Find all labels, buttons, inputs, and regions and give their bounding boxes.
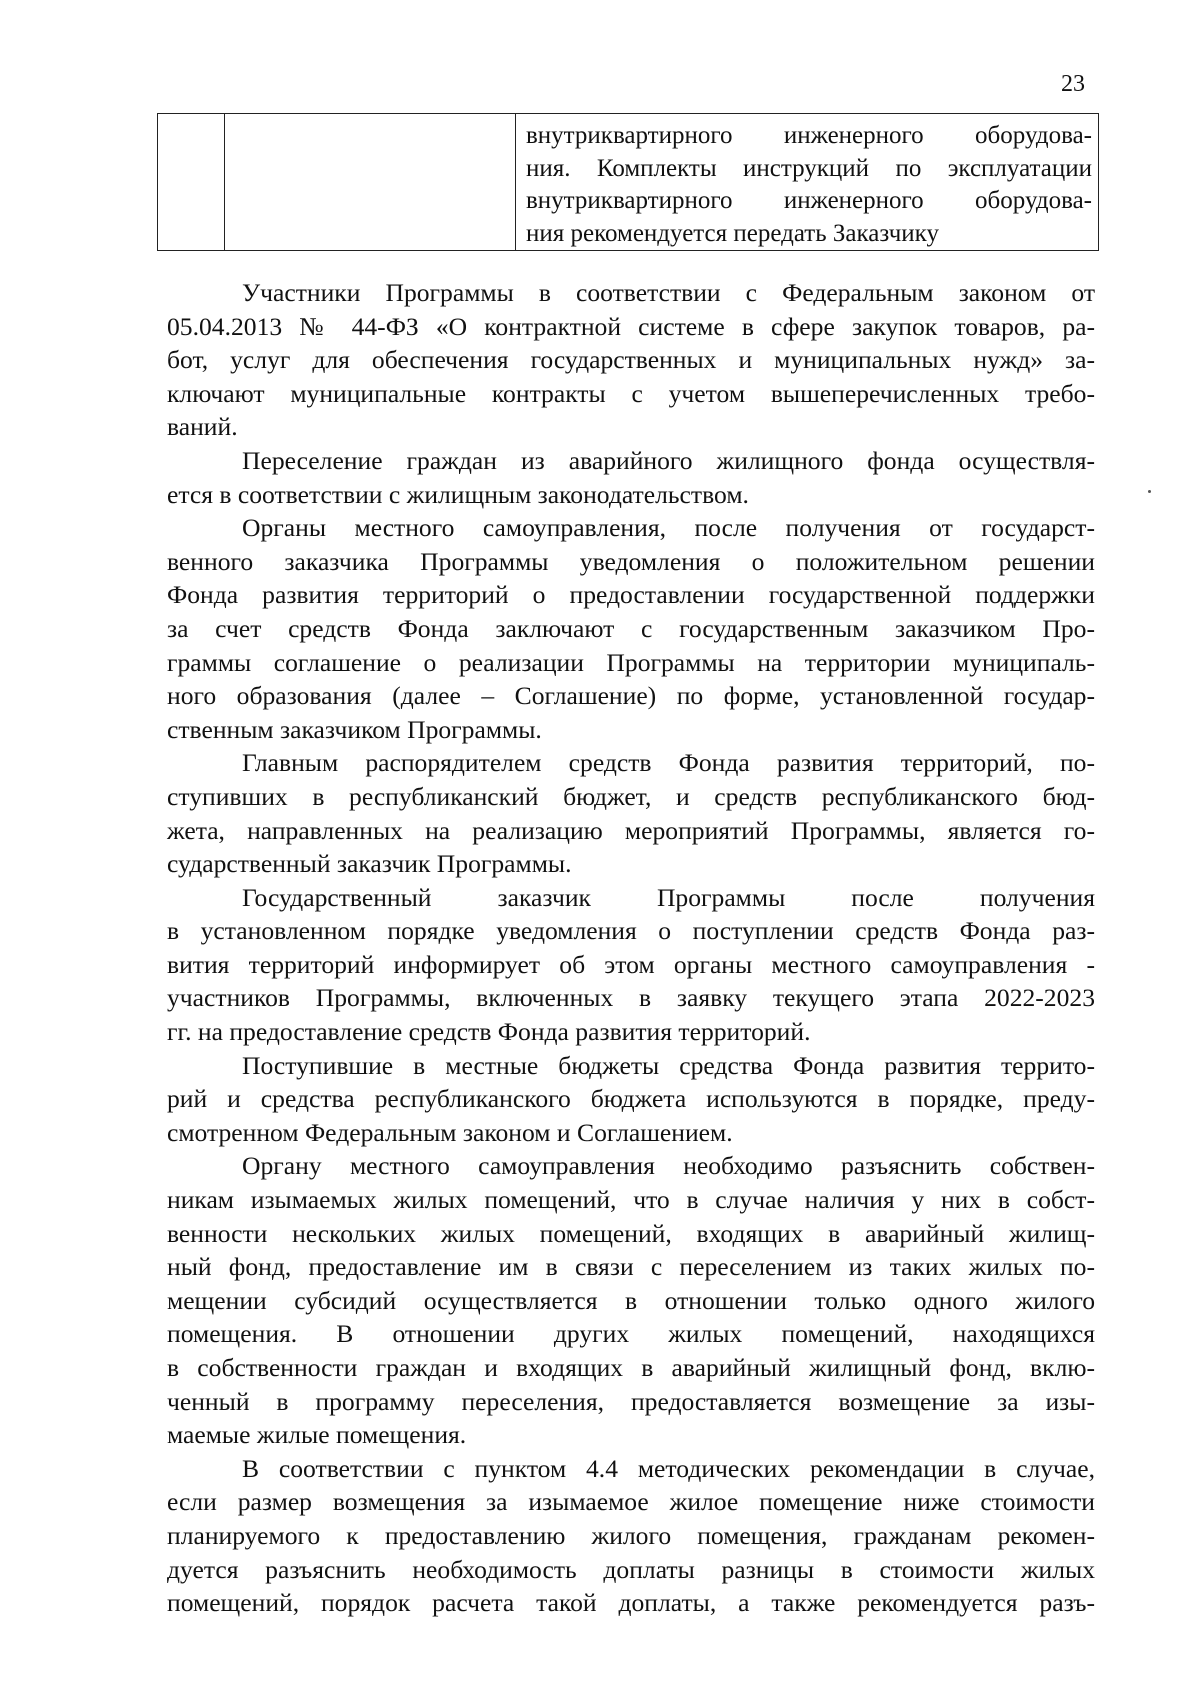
- text-line: ного образования (далее – Соглашение) по форме, установленной государ-: [167, 681, 1095, 711]
- text-line: мещении субсидий осуществляется в отношении только одного жилого: [167, 1285, 1095, 1315]
- text-line: маемые жилые помещения.: [167, 1420, 467, 1450]
- body-text: [167, 276, 1095, 1620]
- text-line: гг. на предоставление средств Фонда развития территорий.: [167, 1017, 811, 1047]
- text-line: дуется разъяснить необходимость доплаты разницы в стоимости жилых: [167, 1554, 1095, 1584]
- table-cell-requirements: [516, 114, 1099, 251]
- paragraph: [167, 1149, 1095, 1451]
- table-cell-line: ния. Комплекты инструкций по эксплуатации: [526, 154, 1092, 182]
- text-line: участников Программы, включенных в заявку текущего этапа 2022-2023: [167, 983, 1095, 1013]
- text-line: Органу местного самоуправления необходимо разъяснить собствен-: [242, 1151, 1095, 1181]
- continuation-table: [157, 113, 1099, 251]
- text-line: помещений, порядок расчета такой доплаты, а также рекомендуется разъ-: [167, 1588, 1095, 1618]
- text-line: за счет средств Фонда заключают с государственным заказчиком Про-: [167, 613, 1095, 643]
- text-line: жета, направленных на реализацию мероприятий Программы, является го-: [167, 815, 1095, 845]
- text-line: Органы местного самоуправления, после получения от государст-: [242, 513, 1095, 543]
- text-line: ступивших в республиканский бюджет, и средств республиканского бюд-: [167, 781, 1095, 811]
- text-line: Государственный заказчик Программы после получения: [242, 882, 1095, 912]
- text-line: помещения. В отношении других жилых помещений, находящихся: [167, 1319, 1095, 1349]
- text-line: Главным распорядителем средств Фонда развития территорий, по-: [242, 748, 1095, 778]
- text-line: бот, услуг для обеспечения государственных и муниципальных нужд» за-: [167, 345, 1095, 375]
- paragraph: [167, 444, 1095, 511]
- page-number: 23: [1061, 71, 1085, 97]
- text-line: 05.04.2013 № 44-ФЗ «О контрактной системе в сфере закупок товаров, ра-: [167, 311, 1095, 341]
- text-line: планируемого к предоставлению жилого помещения, гражданам рекомен-: [167, 1520, 1095, 1550]
- text-line: вития территорий информирует об этом органы местного самоуправления -: [167, 949, 1095, 979]
- paragraph: [167, 1452, 1095, 1620]
- paragraph: [167, 746, 1095, 880]
- text-line: граммы соглашение о реализации Программы на территории муниципаль-: [167, 647, 1095, 677]
- text-line: рий и средства республиканского бюджета используются в порядке, преду-: [167, 1084, 1095, 1114]
- text-line: ключают муниципальные контракты с учетом вышеперечисленных требо-: [167, 378, 1095, 408]
- text-line: венности нескольких жилых помещений, входящих в аварийный жилищ-: [167, 1218, 1095, 1248]
- text-line: ется в соответствии с жилищным законодательством.: [167, 479, 749, 509]
- paragraph: [167, 276, 1095, 444]
- table-cell-number: [158, 114, 225, 251]
- table-cell-line: ния рекомендуется передать Заказчику: [526, 219, 939, 247]
- text-line: Участники Программы в соответствии с Федеральным законом от: [242, 278, 1095, 307]
- text-line: ный фонд, предоставление им в связи с переселением из таких жилых по-: [167, 1252, 1095, 1282]
- text-line: Поступившие в местные бюджеты средства Фонда развития террито-: [242, 1050, 1095, 1080]
- text-line: Переселение граждан из аварийного жилищного фонда осуществля-: [242, 445, 1095, 475]
- text-line: в установленном порядке уведомления о поступлении средств Фонда раз-: [167, 916, 1095, 946]
- scan-speck: [1148, 490, 1151, 493]
- text-line: смотренном Федеральным законом и Соглашением.: [167, 1117, 733, 1147]
- text-line: ченный в программу переселения, предоставляется возмещение за изы-: [167, 1386, 1095, 1416]
- text-line: Фонда развития территорий о предоставлении государственной поддержки: [167, 580, 1095, 610]
- table-cell-name: [225, 114, 516, 251]
- text-line: В соответствии с пунктом 4.4 методических рекомендации в случае,: [242, 1453, 1095, 1483]
- text-line: никам изымаемых жилых помещений, что в случае наличия у них в собст-: [167, 1185, 1095, 1215]
- table-cell-line: внутриквартирного инженерного оборудова-: [526, 187, 1092, 214]
- text-line: венного заказчика Программы уведомления о положительном решении: [167, 546, 1095, 576]
- table-row: [158, 114, 1099, 251]
- text-line: в собственности граждан и входящих в аварийный жилищный фонд, вклю-: [167, 1353, 1095, 1382]
- text-line: ственным заказчиком Программы.: [167, 714, 542, 744]
- paragraph: [167, 1049, 1095, 1150]
- paragraph: [167, 881, 1095, 1049]
- paragraph: [167, 511, 1095, 746]
- text-line: ваний.: [167, 412, 238, 442]
- text-line: если размер возмещения за изымаемое жилое помещение ниже стоимости: [167, 1487, 1095, 1517]
- table-cell-line: внутриквартирного инженерного оборудова-: [526, 122, 1092, 149]
- text-line: сударственный заказчик Программы.: [167, 849, 572, 879]
